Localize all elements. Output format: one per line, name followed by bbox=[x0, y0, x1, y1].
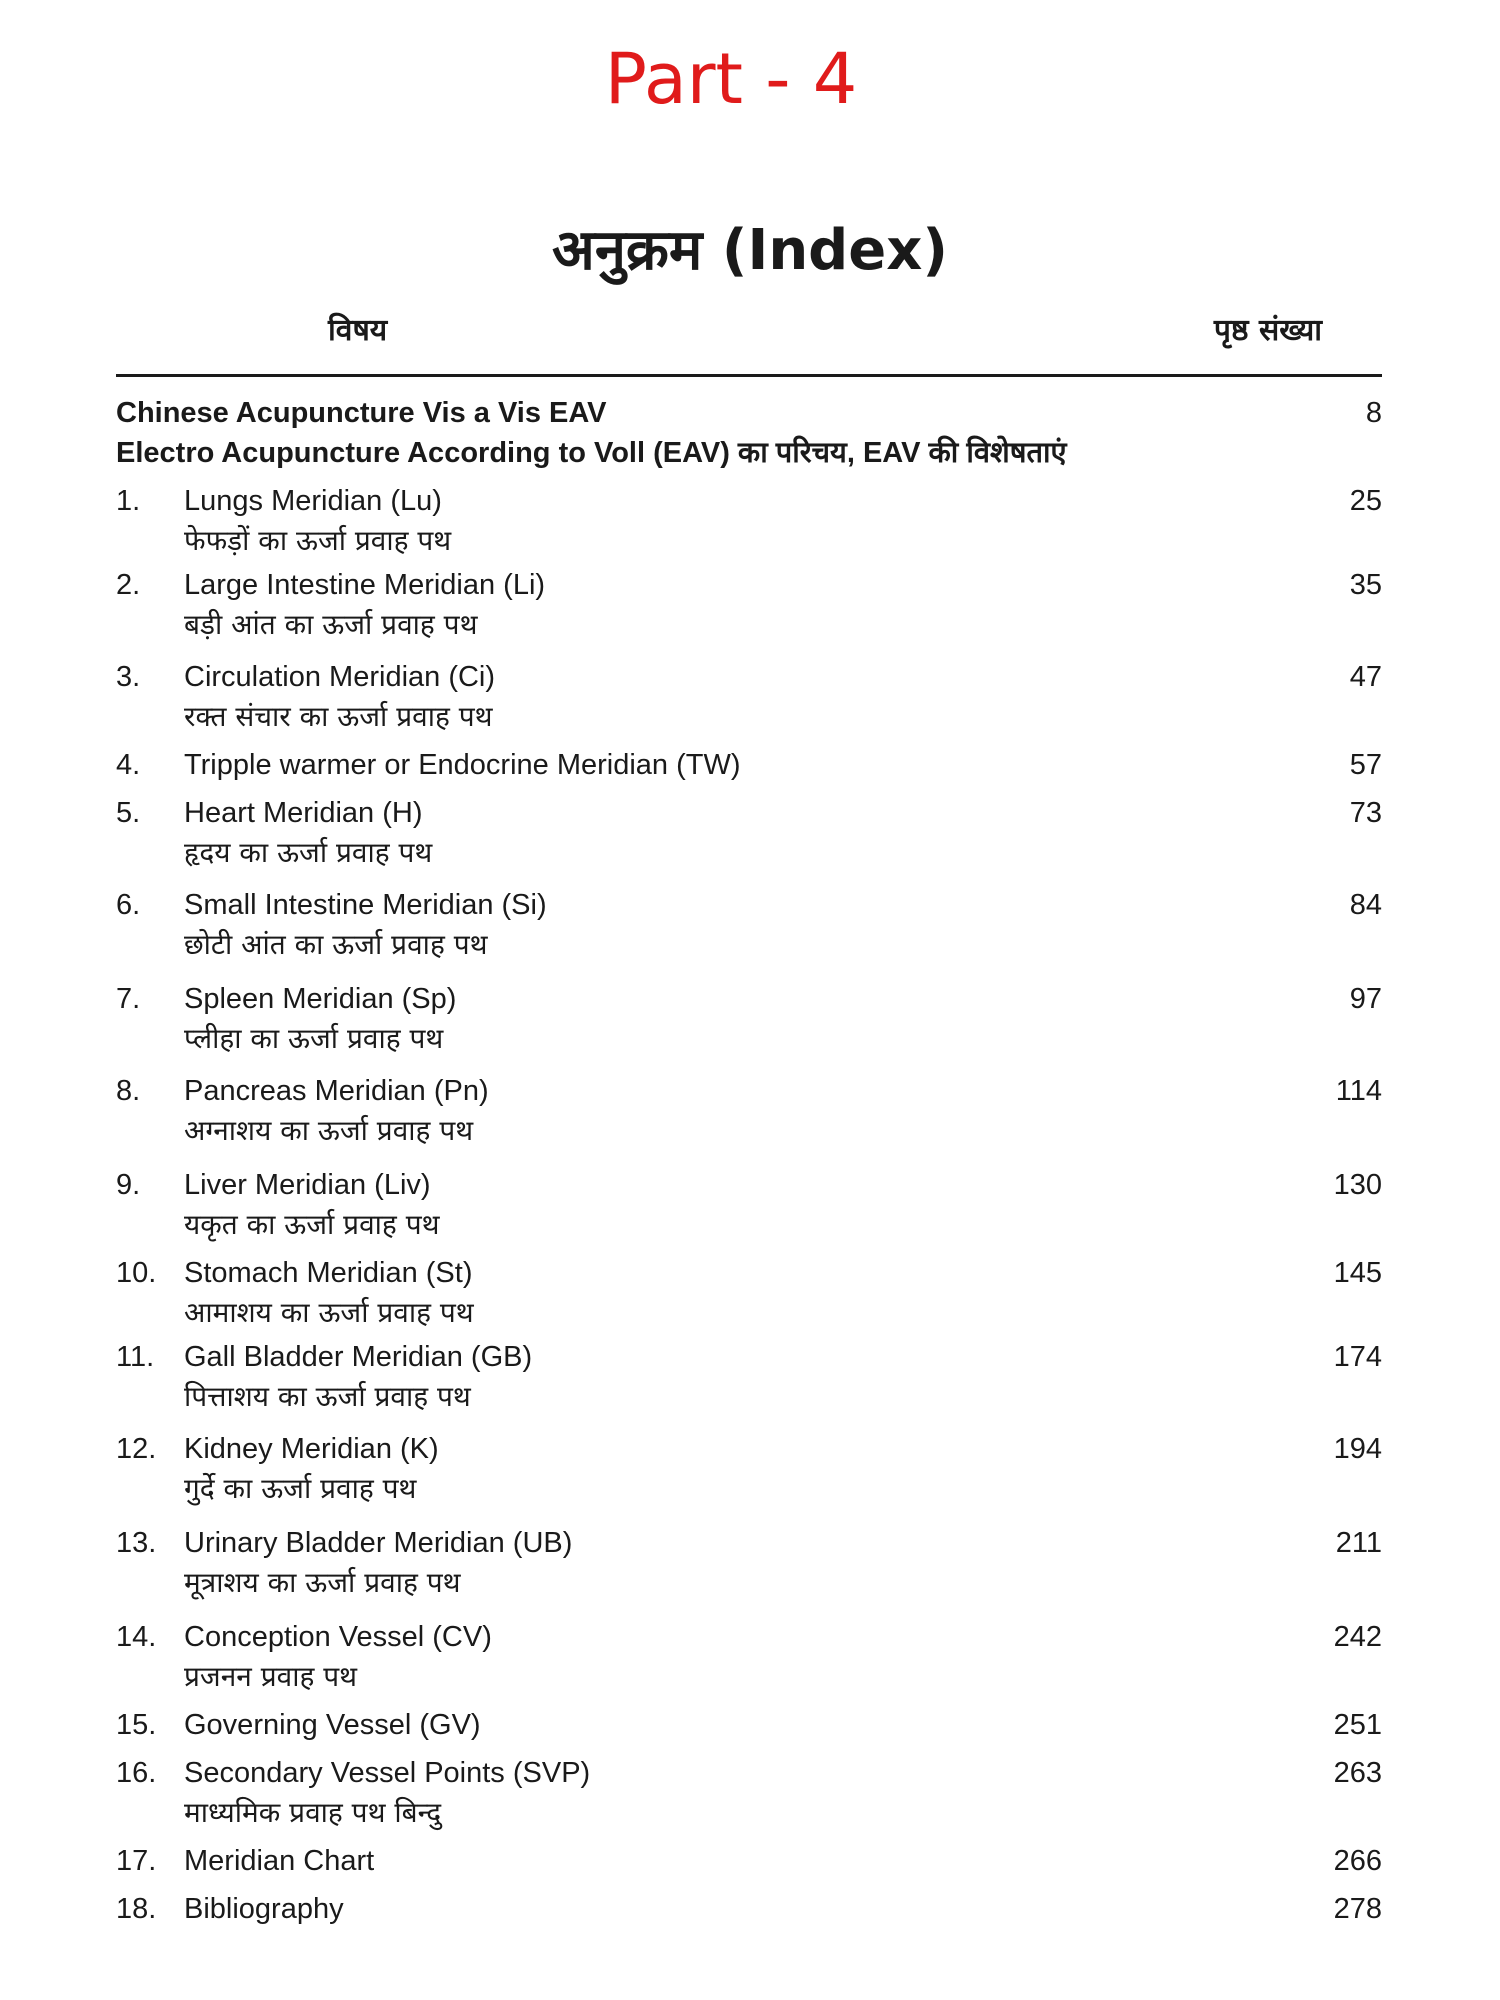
intro-page-number: 8 bbox=[1365, 397, 1382, 429]
entry-number: 14. bbox=[116, 1621, 157, 1653]
entry-hindi-title: छोटी आंत का ऊर्जा प्रवाह पथ bbox=[184, 928, 488, 961]
entry-page-number: 242 bbox=[1333, 1621, 1382, 1653]
entry-number: 15. bbox=[116, 1709, 157, 1741]
column-header-subject: विषय bbox=[328, 313, 388, 348]
entry-hindi-title: प्रजनन प्रवाह पथ bbox=[184, 1660, 358, 1693]
entry-hindi-title: मूत्राशय का ऊर्जा प्रवाह पथ bbox=[184, 1566, 461, 1599]
entry-title: Pancreas Meridian (Pn) bbox=[184, 1075, 489, 1107]
entry-page-number: 114 bbox=[1335, 1075, 1382, 1107]
entry-title: Governing Vessel (GV) bbox=[184, 1709, 481, 1741]
entry-hindi-title: यकृत का ऊर्जा प्रवाह पथ bbox=[184, 1208, 440, 1241]
entry-number: 4. bbox=[116, 749, 141, 781]
index-title: अनुक्रम (Index) bbox=[552, 218, 948, 283]
entry-title: Meridian Chart bbox=[184, 1845, 375, 1877]
entry-page-number: 194 bbox=[1333, 1433, 1382, 1465]
entry-hindi-title: बड़ी आंत का ऊर्जा प्रवाह पथ bbox=[184, 608, 478, 641]
entry-number: 2. bbox=[116, 569, 141, 601]
entry-page-number: 174 bbox=[1333, 1341, 1382, 1373]
entry-page-number: 145 bbox=[1333, 1257, 1382, 1289]
entry-number: 18. bbox=[116, 1893, 157, 1925]
entry-number: 8. bbox=[116, 1075, 141, 1107]
entry-title: Spleen Meridian (Sp) bbox=[184, 983, 457, 1015]
entry-title: Bibliography bbox=[184, 1893, 344, 1925]
entry-number: 7. bbox=[116, 983, 141, 1015]
entry-page-number: 97 bbox=[1349, 983, 1382, 1015]
entry-hindi-title: रक्त संचार का ऊर्जा प्रवाह पथ bbox=[184, 700, 493, 733]
entry-title: Tripple warmer or Endocrine Meridian (TW) bbox=[184, 749, 741, 781]
entry-page-number: 251 bbox=[1333, 1709, 1382, 1741]
entry-page-number: 263 bbox=[1333, 1757, 1382, 1789]
entry-title: Liver Meridian (Liv) bbox=[184, 1169, 431, 1201]
entry-number: 9. bbox=[116, 1169, 141, 1201]
entry-page-number: 211 bbox=[1335, 1527, 1382, 1559]
entry-number: 17. bbox=[116, 1845, 157, 1877]
entry-page-number: 130 bbox=[1333, 1169, 1382, 1201]
entry-number: 5. bbox=[116, 797, 141, 829]
entry-page-number: 278 bbox=[1333, 1893, 1382, 1925]
entry-title: Gall Bladder Meridian (GB) bbox=[184, 1341, 533, 1373]
entry-title: Lungs Meridian (Lu) bbox=[184, 485, 442, 517]
entry-title: Heart Meridian (H) bbox=[184, 797, 423, 829]
entry-hindi-title: गुर्दे का ऊर्जा प्रवाह पथ bbox=[184, 1472, 417, 1505]
entry-title: Stomach Meridian (St) bbox=[184, 1257, 473, 1289]
entry-number: 1. bbox=[116, 485, 141, 517]
part-heading: Part - 4 bbox=[604, 38, 858, 120]
entry-page-number: 73 bbox=[1349, 797, 1382, 829]
entry-page-number: 266 bbox=[1333, 1845, 1382, 1877]
entry-number: 12. bbox=[116, 1433, 157, 1465]
entry-number: 6. bbox=[116, 889, 141, 921]
entry-hindi-title: अग्नाशय का ऊर्जा प्रवाह पथ bbox=[184, 1114, 474, 1147]
entry-number: 11. bbox=[116, 1341, 155, 1373]
intro-line-2: Electro Acupuncture According to Voll (EAV) का परिचय, EAV की विशेषताएं bbox=[116, 437, 1067, 469]
entry-page-number: 25 bbox=[1349, 485, 1382, 517]
entry-title: Small Intestine Meridian (Si) bbox=[184, 889, 547, 921]
entry-page-number: 47 bbox=[1349, 661, 1382, 693]
header-divider bbox=[116, 374, 1382, 377]
entry-hindi-title: प्लीहा का ऊर्जा प्रवाह पथ bbox=[184, 1022, 444, 1055]
entry-hindi-title: आमाशय का ऊर्जा प्रवाह पथ bbox=[184, 1296, 474, 1329]
entry-page-number: 84 bbox=[1349, 889, 1382, 921]
entry-title: Urinary Bladder Meridian (UB) bbox=[184, 1527, 573, 1559]
intro-entry bbox=[116, 394, 1382, 469]
entry-hindi-title: माध्यमिक प्रवाह पथ बिन्दु bbox=[184, 1796, 442, 1829]
entry-title: Large Intestine Meridian (Li) bbox=[184, 569, 546, 601]
intro-line-1: Chinese Acupuncture Vis a Vis EAV bbox=[116, 397, 607, 429]
entry-title: Circulation Meridian (Ci) bbox=[184, 661, 496, 693]
entry-page-number: 35 bbox=[1349, 569, 1382, 601]
entry-title: Conception Vessel (CV) bbox=[184, 1621, 492, 1653]
entry-page-number: 57 bbox=[1349, 749, 1382, 781]
entry-hindi-title: हृदय का ऊर्जा प्रवाह पथ bbox=[184, 836, 433, 869]
entry-hindi-title: पित्ताशय का ऊर्जा प्रवाह पथ bbox=[184, 1380, 471, 1413]
entry-number: 10. bbox=[116, 1257, 157, 1289]
entry-number: 16. bbox=[116, 1757, 157, 1789]
entry-title: Kidney Meridian (K) bbox=[184, 1433, 439, 1465]
entry-number: 3. bbox=[116, 661, 141, 693]
entry-title: Secondary Vessel Points (SVP) bbox=[184, 1757, 591, 1789]
column-header-page-number: पृष्ठ संख्या bbox=[1213, 313, 1322, 348]
entry-number: 13. bbox=[116, 1527, 157, 1559]
entry-hindi-title: फेफड़ों का ऊर्जा प्रवाह पथ bbox=[184, 524, 452, 557]
